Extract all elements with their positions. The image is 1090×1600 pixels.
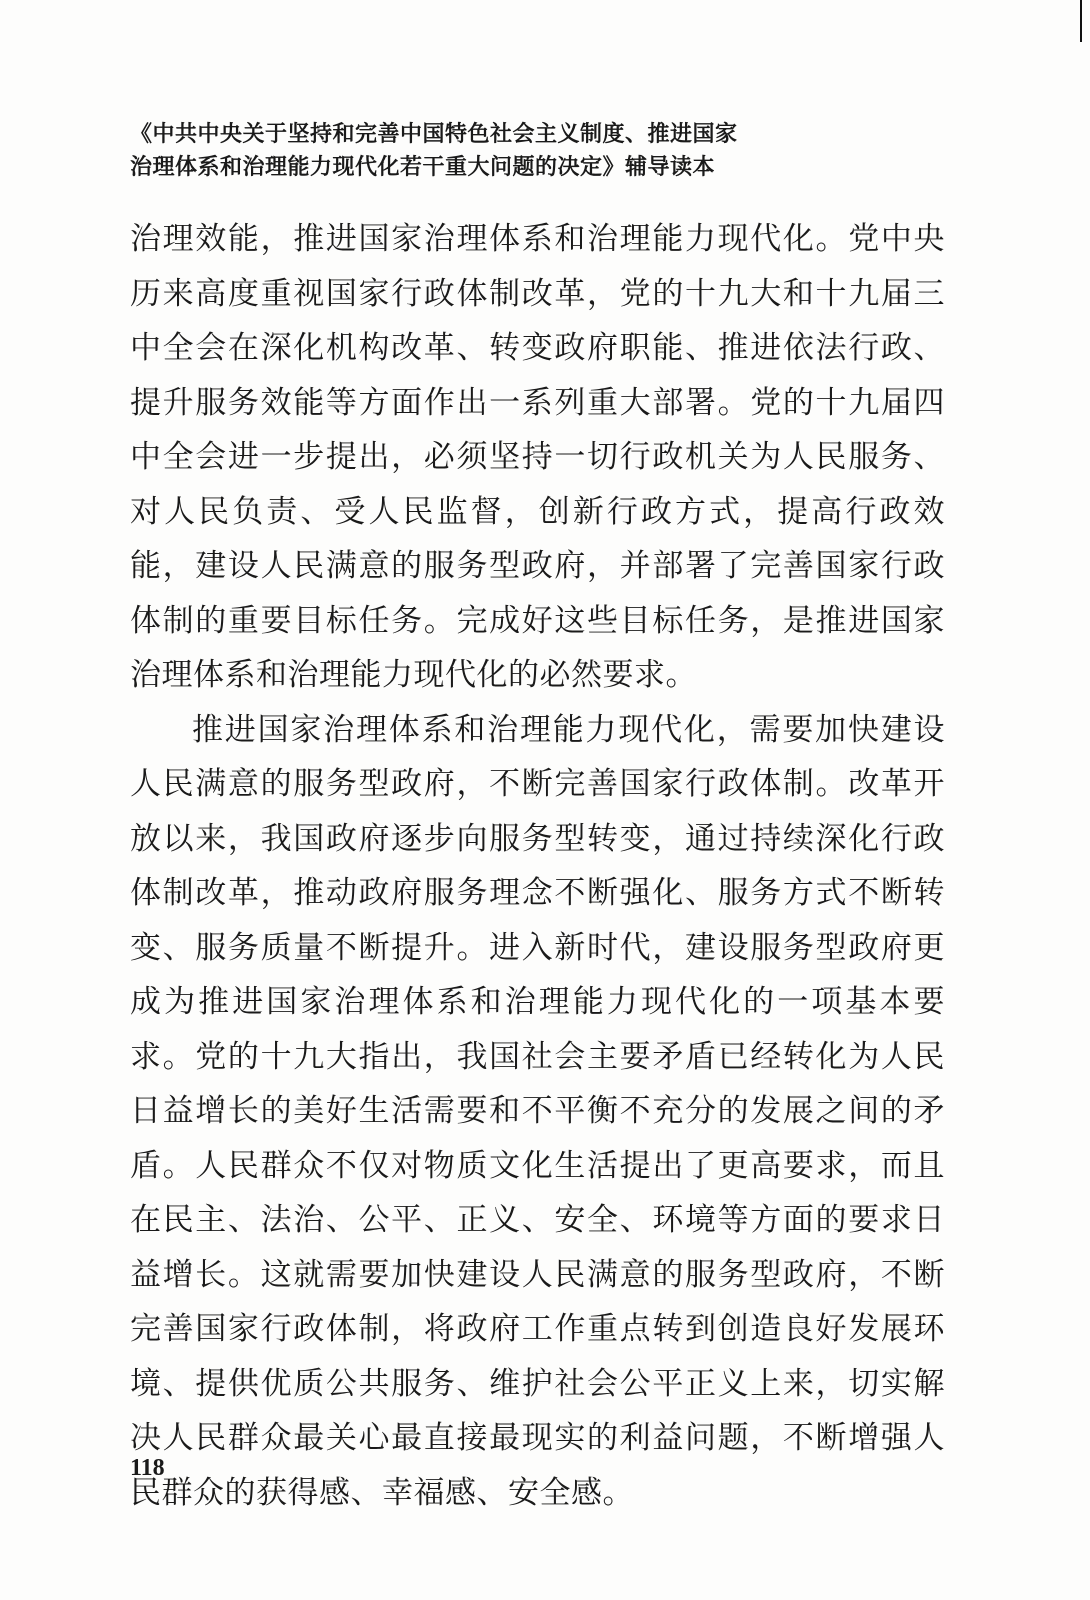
- running-header-line-1: 《中共中央关于坚持和完善中国特色社会主义制度、推进国家: [130, 122, 738, 147]
- page-number: 118: [130, 1455, 165, 1481]
- page-edge-mark: [1080, 0, 1082, 42]
- body-text: [130, 212, 945, 1520]
- running-header-line-2: 治理体系和治理能力现代化若干重大问题的决定》辅导读本: [130, 155, 716, 180]
- paragraph-2: 推进国家治理体系和治理能力现代化，需要加快建设人民满意的服务型政府，不断完善国家行政体制。改革开放以来，我国政府逐步向服务型转变，通过持续深化行政体制改革，推动政府服务理念不断强化、服务方式不断转变、服务质量不断提升。进入新时代，建设服务型政府更成为推进国家治理体系和治理能力现代化的一项基本要求。党的十九大指出，我国社会主要矛盾已经转化为人民日益增长的美好生活需要和不平衡不充分的发展之间的矛盾。人民群众不仅对物质文化生活提出了更高要求，而且在民主、法治、公平、正义、安全、环境等方面的要求日益增长。这就需要加快建设人民满意的服务型政府，不断完善国家行政体制，将政府工作重点转到创造良好发展环境、提供优质公共服务、维护社会公平正义上来，切实解决人民群众最关心最直接最现实的利益问题，不断增强人民群众的获得感、幸福感、安全感。: [130, 711, 945, 1511]
- paragraph-1: 治理效能，推进国家治理体系和治理能力现代化。党中央历来高度重视国家行政体制改革，党的十九大和十九届三中全会在深化机构改革、转变政府职能、推进依法行政、提升服务效能等方面作出一系列重大部署。党的十九届四中全会进一步提出，必须坚持一切行政机关为人民服务、对人民负责、受人民监督，创新行政方式，提高行政效能，建设人民满意的服务型政府，并部署了完善国家行政体制的重要目标任务。完成好这些目标任务，是推进国家治理体系和治理能力现代化的必然要求。: [130, 221, 945, 693]
- running-header: [130, 118, 950, 184]
